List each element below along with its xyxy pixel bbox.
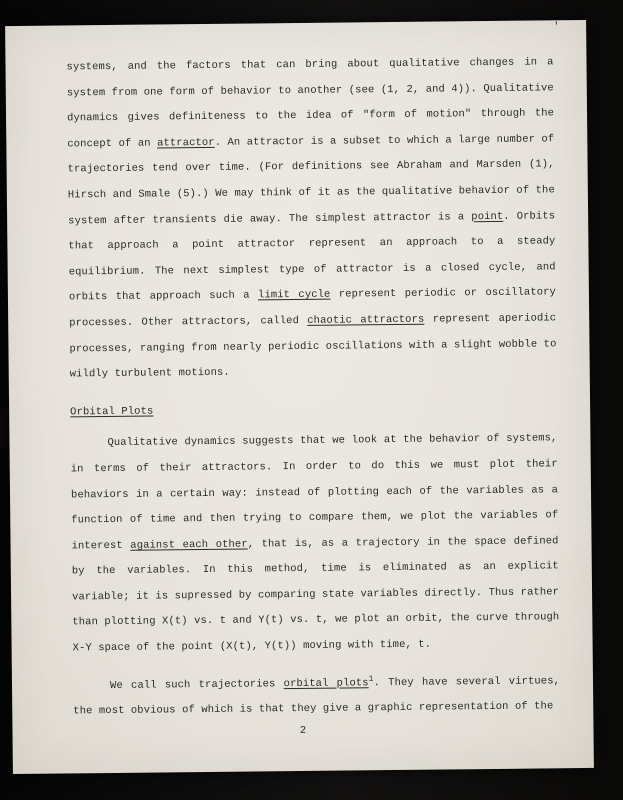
body-text-segment: . They have several virtues, the most obvious of which is that they give a graphic representation of the xyxy=(73,674,561,718)
underlined-term-orbital-plots: orbital plots xyxy=(283,676,369,690)
stray-ink-mark: ' xyxy=(553,21,560,34)
paragraph-1 xyxy=(66,50,556,388)
paragraph-3 xyxy=(73,669,561,725)
footnote-marker: 1 xyxy=(368,674,374,684)
body-text-segment: systems, and the factors that can bring about qualitative changes in a system from one form of behavior to another (see (1, 2, and 4)). Qualitative dynamics gives definiteness to the idea of "form of motion" through the concept of an xyxy=(66,56,555,151)
underlined-term-chaotic-attractors: chaotic attractors xyxy=(307,313,425,327)
body-text-segment: . An attractor is a subset to which a large number of trajectories tend over time. (For definitions see Abraham and Marsden (1), Hirsch and Smale (5).) We may think of it as the qualitative behavior of the system after transients die away. The simplest attractor is a xyxy=(67,133,555,227)
body-text-segment: , that is, as a trajectory in the space defined by the variables. In this method, time is eliminated as an explicit variable; it is supressed by comparing state variables directly. Thus rather than plotting X(t) vs. t and Y(t) vs. t, we plot an orbit, the curve through X-Y space of the point (X(t), Y(t)) moving with time, t. xyxy=(71,534,560,655)
body-text-segment: Qualitative dynamics suggests that we look at the behavior of systems, in terms of their attractors. In order to do this we must plot their behaviors in a certain way: instead of plotting each of the variables as a function of time and then trying to compare them, we plot the variables of interest xyxy=(70,432,559,553)
body-text-segment: represent aperiodic processes, ranging from nearly periodic oscillations with a slight wobble to wildly turbulent motions. xyxy=(69,312,557,381)
body-text-segment: . Orbits that approach a point attractor represent an approach to a steady equilibrium. The next simplest type of attractor is a closed cycle, and orbits that approach such a xyxy=(68,209,556,304)
section-heading: Orbital Plots xyxy=(70,405,154,419)
underlined-term-attractor: attractor xyxy=(157,136,215,150)
underlined-term-limit-cycle: limit cycle xyxy=(257,289,331,302)
page-number: 2 xyxy=(299,724,307,738)
paragraph-2 xyxy=(70,427,559,662)
page-text xyxy=(66,50,560,737)
body-text-segment: represent periodic or oscillatory processes. Other attractors, called xyxy=(69,286,556,330)
underlined-term-point: point xyxy=(471,210,504,223)
body-text-segment: We call such trajectories xyxy=(109,677,284,692)
document-page xyxy=(5,20,594,774)
underlined-term-against-each-other: against each other xyxy=(130,538,248,552)
